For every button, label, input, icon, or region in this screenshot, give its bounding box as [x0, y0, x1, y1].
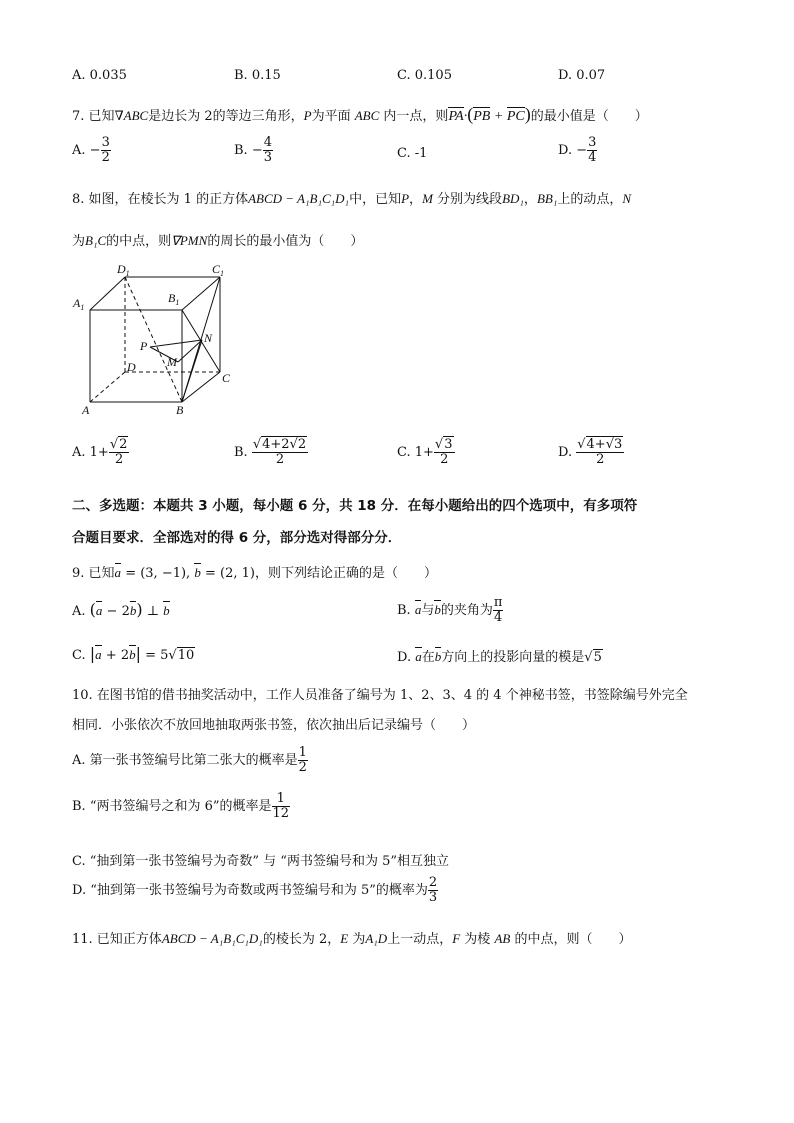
q11-stem: 11. 已知正方体ABCD − A₁B₁C₁D₁的棱长为 2，E 为A₁D上一动点，F 为棱 AB 的中点，则（ ）: [72, 931, 632, 947]
q8-stem-line2: 为B₁C的中点，则∇PMN的周长的最小值为（ ）: [72, 233, 364, 249]
q9-option-b: B. a与b的夹角为 $\frac{\pi}{4}$: [397, 595, 503, 625]
label-N: N: [204, 331, 213, 345]
section-2-title-line2: 合题目要求．全部选对的得 6 分，部分选对得部分分．: [72, 530, 402, 546]
section-2-title-line1: 二、多选题：本题共 3 小题，每小题 6 分，共 18 分．在每小题给出的四个选项中，有多项符: [72, 498, 638, 514]
label-M: M: [167, 355, 177, 369]
label-C: C: [222, 371, 231, 385]
q6-option-a: A. 0.035: [72, 68, 127, 83]
label-D1: $D_1$: [117, 262, 130, 278]
label-B1: $B_1$: [168, 291, 180, 307]
label-A: A: [82, 403, 90, 417]
q9-option-a: A. (a − 2b) ⊥ b: [72, 600, 170, 619]
q10-option-a: A. 第一张书签编号比第二张大的概率是 $\frac{1}{2}$: [72, 745, 307, 775]
q8-option-c: C. 1+ $\frac{√3}{2}$: [397, 437, 453, 467]
cube-figure: [70, 262, 240, 422]
label-C1: $C_1$: [212, 262, 225, 278]
label-B: B: [176, 403, 184, 417]
q10-option-d: D. “抽到第一张书签编号为奇数或两书签编号和为 5”的概率为 $\frac{2}{3}$: [72, 875, 438, 905]
q7-option-d: D. − $\frac{3}{4}$: [558, 135, 597, 165]
q8-option-b: B. $\frac{√4+2√2}{2}$: [234, 437, 307, 467]
q10-option-c: C. “抽到第一张书签编号为奇数” 与 “两书签编号和为 5”相互独立: [72, 854, 450, 869]
q10-stem-line2: 相同．小张依次不放回地抽取两张书签，依次抽出后记录编号（ ）: [72, 718, 476, 733]
q9-option-d: D. a在b方向上的投影向量的模是√5: [397, 649, 602, 665]
q9-option-c: C. |a + 2b| = 5√10: [72, 644, 195, 663]
q7-option-c: C. -1: [397, 146, 428, 161]
label-D: D: [127, 360, 136, 374]
q8-stem-line1: 8. 如图，在棱长为 1 的正方体ABCD − A₁B₁C₁D₁中，已知P，M 分别为线段BD₁，BB₁上的动点，N: [72, 191, 632, 207]
q7-option-b: B. − $\frac{4}{3}$: [234, 135, 272, 165]
q6-option-d: D. 0.07: [558, 68, 606, 83]
q8-option-d: D. $\frac{√4+√3}{2}$: [558, 437, 623, 467]
q10-stem-line1: 10. 在图书馆的借书抽奖活动中，工作人员准备了编号为 1、2、3、4 的 4 个神秘书签，书签除编号外完全: [72, 688, 688, 703]
q9-stem: 9. 已知a = (3, −1), b = (2, 1)，则下列结论正确的是（ ）: [72, 565, 437, 581]
label-A1: $A_1$: [73, 296, 85, 312]
q6-option-b: B. 0.15: [234, 68, 281, 83]
q6-option-c: C. 0.105: [397, 68, 452, 83]
q8-option-a: A. 1+ $\frac{√2}{2}$: [72, 437, 128, 467]
q7-option-a: A. − $\frac{3}{2}$: [72, 135, 110, 165]
q7-stem: 7. 已知∇ABC是边长为 2的等边三角形，P为平面 ABC 内一点，则PA·(PB + PC)的最小值是（ ）: [72, 104, 648, 124]
q10-option-b: B. “两书签编号之和为 6”的概率是 $\frac{1}{12}$: [72, 791, 290, 821]
label-P: P: [140, 339, 148, 353]
